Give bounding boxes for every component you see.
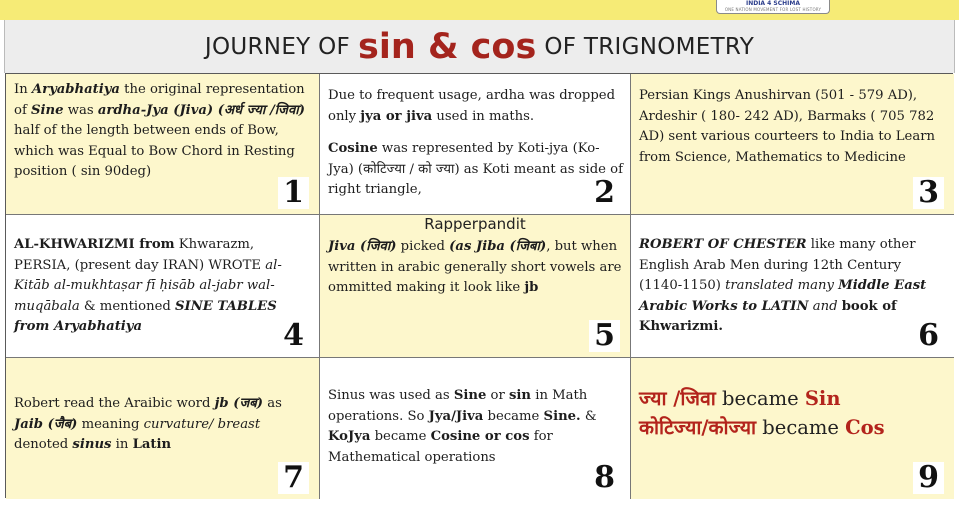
logo [716, 0, 830, 14]
cell-number: 8 [594, 460, 615, 495]
cell-8-kojya: KoJya [328, 429, 371, 444]
cell-7-text: meaning [77, 416, 144, 432]
cell-8-cosine-cos: Cosine or cos [430, 429, 530, 444]
cell-8-text: & [580, 408, 597, 424]
cell-1-text: In [14, 82, 32, 97]
cell-9 [631, 358, 954, 499]
cell-4-text: & mentioned [79, 298, 176, 314]
cell-9-line-sin [639, 384, 947, 413]
cell-9-cos: Cos [845, 416, 885, 439]
cell-1-aryabhatiya: Aryabhatiya [31, 82, 120, 97]
cell-9-sin: Sin [804, 387, 841, 410]
cell-2-jya-jiva: jya or jiva [360, 108, 433, 124]
cell-5-text: , but when written in arabic generally short vowels are ommitted making it look like [328, 239, 622, 295]
cell-1 [6, 74, 320, 215]
cell-9-text: became [715, 387, 805, 410]
title-right: OF TRIGNOMETRY [544, 33, 755, 60]
cell-9-text: became [756, 416, 846, 439]
cell-number: 4 [283, 318, 304, 353]
cell-5-jb: jb [524, 280, 539, 295]
cell-number: 9 [913, 462, 944, 494]
cell-4 [6, 215, 320, 358]
cell-number: 3 [913, 177, 944, 209]
cell-1-ardha-jya: ardha-Jya (Jiva) (अर्ध ज्या /जिवा) [97, 102, 305, 118]
cell-8-text: or [486, 388, 509, 403]
cell-5-jiva: Jiva (जिवा) [328, 239, 397, 254]
cell-1-sine: Sine [31, 102, 64, 118]
cell-5-jiba: (as Jiba (जिबा) [449, 239, 547, 254]
cell-6-robert: ROBERT OF CHESTER [639, 237, 807, 252]
cell-2-text: used in maths. [432, 108, 535, 124]
cell-8-text: became [370, 429, 431, 444]
cell-number: 2 [594, 175, 615, 210]
cell-3-text: Persian Kings Anushirvan (501 - 579 AD), Ardeshir ( 180- 242 AD), Barmaks ( 705 782 AD) sent various courteers to India to Learn from Science, Mathematics to Medicine [639, 88, 936, 165]
cell-5-text: picked [396, 239, 450, 254]
cell-8 [320, 358, 631, 499]
title-main: sin & cos [358, 26, 537, 67]
cell-5 [320, 215, 631, 358]
cell-2-cosine: Cosine [328, 141, 378, 156]
cell-2-text: Due to frequent usage, ardha was dropped only [328, 88, 616, 124]
cell-1-text: half of the length between ends of Bow, which was Equal to Bow Chord in Resting position ( sin 90deg) [14, 123, 295, 179]
title-left: JOURNEY OF [204, 33, 351, 60]
cell-8-text: became [483, 408, 544, 424]
cell-7-latin: Latin [132, 437, 172, 452]
cell-7-text: in [111, 437, 133, 452]
cell-7-curvature: curvature/ breast [143, 416, 261, 432]
cell-8-sine: Sine [453, 388, 487, 403]
cell-4-book-title: al-Kitāb al-mukhtaṣar fī ḥisāb al-jabr wal-muqābala [14, 257, 282, 314]
cell-2 [320, 74, 631, 215]
logo-subtext: ONE NATION MOVEMENT FOR LOST HISTORY [724, 7, 822, 12]
cell-number: 7 [278, 462, 309, 494]
cell-8-text: Sinus was used as [328, 388, 454, 403]
cell-3 [631, 74, 954, 215]
cell-7-text: as [263, 396, 282, 411]
cell-9-kotijya: कोटिज्या/कोज्या [639, 416, 757, 439]
cell-8-sine-result: Sine. [543, 408, 581, 424]
cell-9-line-cos [639, 413, 947, 442]
cell-2-text: was represented by Koti-jya (Ko-Jya) (कोटिज्या / को ज्या) as Koti meant as side of right triangle, [328, 141, 623, 197]
cell-number: 6 [918, 318, 939, 353]
cell-8-sin: sin [509, 388, 532, 403]
cell-number: 5 [589, 320, 620, 352]
cell-6 [631, 215, 954, 358]
cell-7-text: Robert read the Araibic word [14, 396, 215, 411]
cell-6-arabic-works: Middle East Arabic Works to LATIN [639, 278, 927, 314]
cell-4-sine-tables: SINE TABLES from Aryabhatiya [14, 298, 277, 334]
cell-6-khwarizmi-book: book of Khwarizmi. [639, 298, 897, 334]
cell-9-jya-jiva: ज्या /जिवा [639, 387, 716, 410]
cell-8-text: in Math operations. So [328, 388, 588, 424]
cell-7-sinus: sinus [72, 437, 112, 452]
cell-1-text: was [63, 102, 98, 118]
info-grid [5, 73, 953, 498]
cell-7 [6, 358, 320, 499]
cell-8-jya-jiva: Jya/Jiva [428, 408, 484, 424]
cell-7-jaib: Jaib (जैब) [14, 416, 78, 432]
watermark: Rapperpandit [424, 215, 526, 233]
cell-4-al-khwarizmi: AL-KHWARIZMI from [14, 237, 175, 252]
page-title [4, 20, 955, 73]
logo-text: INDIA 4 SCHIMA [745, 0, 801, 7]
cell-1-text: the original representation of [14, 82, 305, 118]
cell-8-text: for Mathematical operations [328, 429, 553, 465]
cell-4-text: Khwarazm, PERSIA, (present day IRAN) WROTE [14, 237, 266, 273]
cell-7-jb: jb (जब) [214, 396, 264, 411]
cell-6-text: translated many [725, 278, 839, 293]
cell-7-text: denoted [14, 437, 73, 452]
cell-number: 1 [278, 177, 309, 209]
cell-6-text: and [808, 298, 842, 314]
cell-6-text: like many other English Arab Men during 12th Century (1140-1150) [639, 237, 916, 293]
